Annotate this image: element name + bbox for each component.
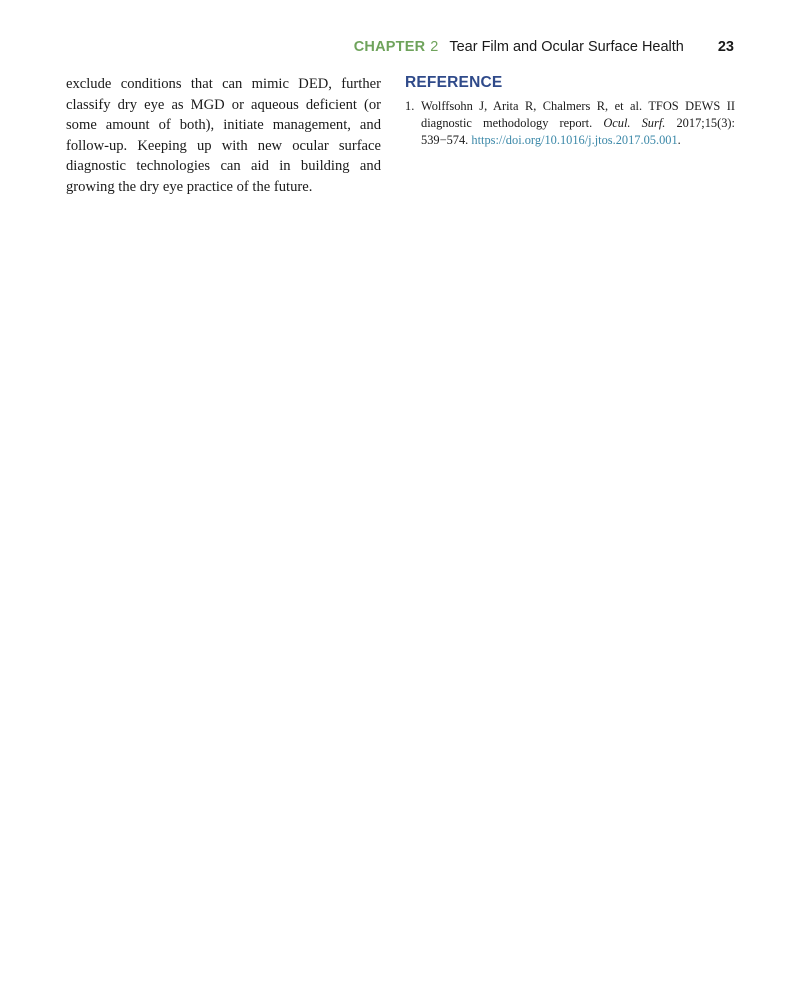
reference-journal: Ocul. Surf. bbox=[603, 116, 666, 130]
body-column bbox=[66, 74, 381, 197]
page-number: 23 bbox=[717, 39, 734, 55]
references-section bbox=[405, 74, 735, 149]
reference-citation: 2017;15(3): 539−574. bbox=[421, 116, 735, 147]
reference-authors-title: Wolffsohn J, Arita R, Chalmers R, et al. TFOS DEWS II diagnostic methodology report. bbox=[421, 99, 735, 130]
reference-item bbox=[405, 98, 735, 149]
reference-doi-link[interactable]: https://doi.org/10.1016/j.jtos.2017.05.001 bbox=[471, 133, 678, 147]
reference-list bbox=[405, 98, 735, 149]
chapter-label: CHAPTER bbox=[353, 39, 426, 55]
running-head bbox=[354, 39, 734, 55]
references-heading: REFERENCE bbox=[405, 74, 503, 91]
body-paragraph: exclude conditions that can mimic DED, further classify dry eye as MGD or aqueous deficient (or some amount of both), initiate management, and follow-up. Keeping up with new ocular surface diagnostic technologies can aid in building and growing the dry eye practice of the future. bbox=[66, 76, 381, 195]
chapter-number: 2 bbox=[430, 39, 439, 55]
reference-trailing-period: . bbox=[677, 133, 681, 147]
reference-number: 1. bbox=[405, 99, 415, 113]
chapter-title: Tear Film and Ocular Surface Health bbox=[449, 39, 684, 55]
